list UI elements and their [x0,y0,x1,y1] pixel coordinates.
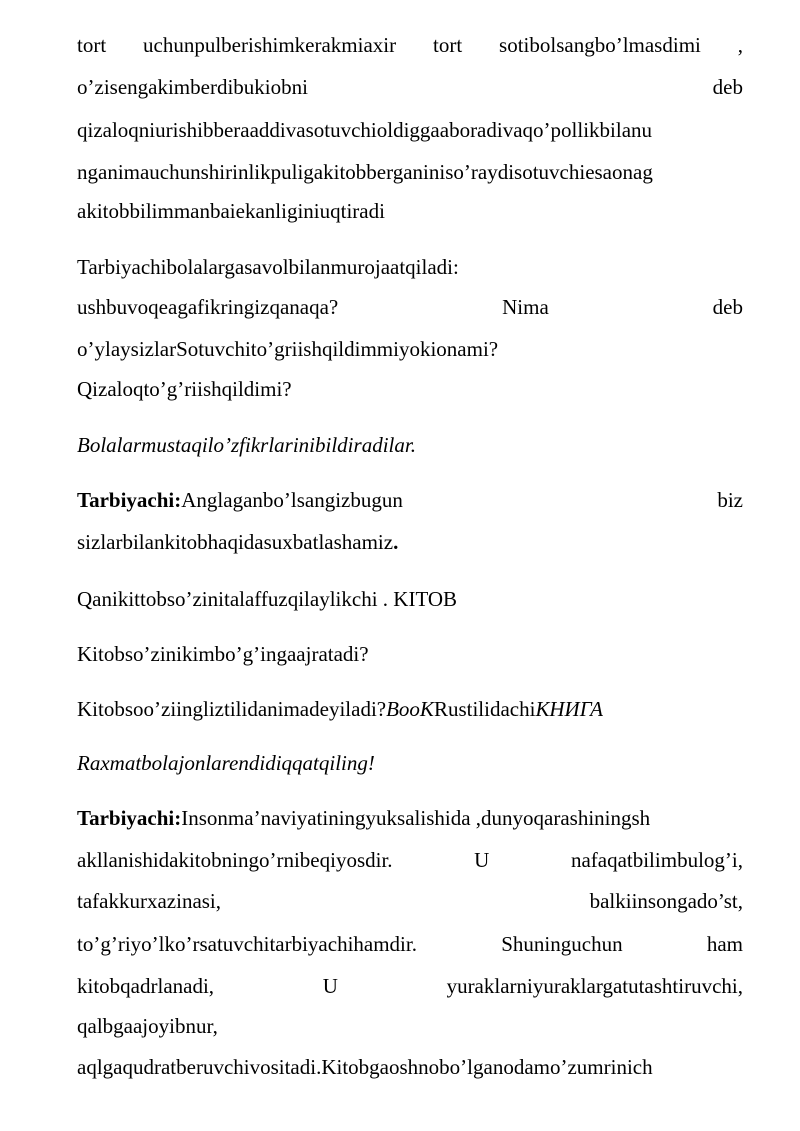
word: U [474,848,490,872]
word: biz [717,488,743,512]
paragraph-9-line-4 [77,929,743,959]
speaker-label: Tarbiyachi: [77,488,182,512]
word: , [737,33,743,57]
word: tort [77,33,107,57]
word: Shuninguchun [501,932,623,956]
word: deb [712,75,743,99]
word: tafakkurxazinasi, [77,889,222,913]
word: balkiinsongado’st, [589,889,743,913]
paragraph-4-line-2 [77,527,743,557]
paragraph-1-line-3: qizaloqniurishibberaaddivasotuvchioldiggaaboradivaqo’pollikbilanu [77,118,653,142]
paragraph-6: Kitobso’zinikimbo’g’ingaajratadi? [77,642,369,666]
paragraph-1-line-2 [77,72,743,102]
russian-word: КНИГА [535,697,603,721]
word: ushbuvoqeagafikringizqanaqa? [77,295,339,319]
paragraph-9-line-6: qalbgaajoyibnur, [77,1014,218,1038]
sentence-text: Insonma’naviyatiningyuksalishida ,dunyoqarashiningsh [181,806,651,830]
paragraph-9-line-7: aqlgaqudratberuvchivositadi.Kitobgaoshnobo’lganodamo’zumrinich [77,1055,653,1079]
word: kitobqadrlanadi, [77,974,215,998]
paragraph-9-line-5 [77,971,743,1001]
sentence-start: Anglaganbo’lsangizbugun [181,488,403,512]
paragraph-7 [77,694,743,724]
speaker-label: Tarbiyachi: [77,806,182,830]
word: ham [706,932,743,956]
paragraph-1-line-5: akitobbilimmanbaiekanliginiuqtiradi [77,199,385,223]
sentence-end: sizlarbilankitobhaqidasuxbatlashamiz [77,530,394,554]
paragraph-2-line-4: Qizaloqto’g’riishqildimi? [77,377,292,401]
russian-label: Rustilidachi [433,697,536,721]
word: Nima [502,295,549,319]
word: U [322,974,338,998]
paragraph-2-line-2 [77,292,743,322]
word: nafaqatbilimbulog’i, [570,848,743,872]
word: yuraklarniyuraklargatutashtiruvchi, [446,974,743,998]
word: akllanishidakitobningo’rnibeqiyosdir. [77,848,393,872]
paragraph-9-line-2 [77,845,743,875]
english-word: BooK [386,697,434,721]
paragraph-1-line-4: nganimauchunshirinlikpuligakitobberganiniso’raydisotuvchiesaonag [77,160,653,184]
paragraph-5: Qanikittobso’zinitalaffuzqilaylikchi . KITOB [77,587,458,611]
paragraph-2-line-3: o’ylaysizlarSotuvchito’griishqildimmiyokionami? [77,337,499,361]
word: tort [433,33,463,57]
word: sotibolsangbo’lmasdimi [499,33,701,57]
paragraph-9-line-1 [77,803,743,833]
paragraph-1-line-1 [77,30,743,60]
word: uchunpulberishimkerakmiaxir [143,33,397,57]
word: deb [712,295,743,319]
word: o’zisengakimberdibukiobni [77,75,308,99]
question-text: Kitobsoo’ziingliztilidanimadeyiladi? [77,697,387,721]
paragraph-3: Bolalarmustaqilo’zfikrlarinibildiradilar. [77,433,416,457]
paragraph-4-line-1-text [77,485,403,515]
paragraph-8: Raxmatbolajonlarendidiqqatqiling! [77,751,375,775]
paragraph-2-line-1: Tarbiyachibolalargasavolbilanmurojaatqiladi: [77,255,459,279]
period: . [393,530,399,554]
paragraph-4-line-1 [77,485,743,515]
paragraph-9-line-3 [77,886,743,916]
word: to’g’riyo’lko’rsatuvchitarbiyachihamdir. [77,932,417,956]
